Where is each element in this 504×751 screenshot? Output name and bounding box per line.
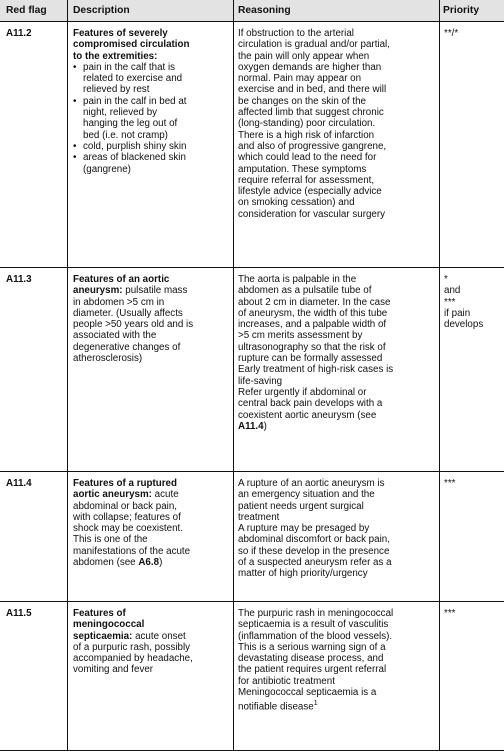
reasoning-line: affected limb that suggest chronic <box>238 107 384 119</box>
description-line: with collapse; features of <box>73 511 181 523</box>
description-line: people >50 years old and is <box>73 319 194 331</box>
reasoning-line: abdominal discomfort or back pain, <box>238 534 390 546</box>
reasoning-line: normal. Pain may appear on <box>238 73 362 85</box>
row-description <box>73 274 231 364</box>
reasoning-line: The aorta is palpable in the <box>238 274 357 285</box>
reasoning-line: for antibiotic treatment <box>238 675 335 687</box>
reasoning-text: notifiable disease <box>238 701 314 713</box>
reasoning-line: matter of high priority/urgency <box>238 568 368 580</box>
reasoning-line: exercise and in bed, and there will <box>238 84 387 96</box>
reasoning-line: the pain will only appear when <box>238 50 370 62</box>
priority-line: and <box>444 285 461 297</box>
reasoning-line: Refer urgently if abdominal or <box>238 386 367 398</box>
column-divider <box>233 0 234 751</box>
reasoning-line: circulation is gradual and/or partial, <box>238 39 390 51</box>
reasoning-line: (long-standing) poor circulation. <box>238 118 376 130</box>
reasoning-line: rupture can be formally assessed <box>238 353 383 365</box>
priority-line: develops <box>444 319 484 331</box>
reasoning-line: patient needs urgent surgical <box>238 500 364 512</box>
reasoning-line: There is a high risk of infarction <box>238 129 375 141</box>
row-description <box>73 28 231 175</box>
description-line: Features of an aortic <box>73 274 170 285</box>
reasoning-line: Early treatment of high-risk cases is <box>238 364 394 376</box>
reasoning-line: This is a serious warning sign of a <box>238 641 386 653</box>
reasoning-line: ultrasonography so that the risk of <box>238 341 386 353</box>
priority-line: *** <box>444 478 456 489</box>
row-flag: A11.2 <box>6 28 32 39</box>
description-line: shock may be coexistent. <box>73 523 183 535</box>
cross-reference: A11.4 <box>238 420 264 432</box>
description-line: manifestations of the acute <box>73 545 191 557</box>
reasoning-line: >5 cm merits assessment by <box>238 330 363 342</box>
bullet-line: relieved by rest <box>83 84 150 96</box>
column-divider <box>67 0 68 751</box>
description-text: acute <box>151 489 179 501</box>
description-line: of a purpuric rash, possibly <box>73 641 191 653</box>
header-reasoning: Reasoning <box>238 5 291 16</box>
reasoning-line: be changes on the skin of the <box>238 95 366 107</box>
priority-line: **/* <box>444 28 459 39</box>
reasoning-line: of aneurysm, the width of this tube <box>238 307 388 319</box>
header-description: Description <box>73 5 130 16</box>
footnote-marker: 1 <box>313 700 318 708</box>
bullet-line: cold, purplish shiny skin <box>83 140 187 152</box>
bullet-item <box>73 62 231 96</box>
description-line: abdominal or back pain, <box>73 500 178 512</box>
priority-line: *** <box>444 296 456 308</box>
reasoning-line: coexistent aortic aneurysm (see <box>238 409 377 421</box>
reasoning-line: so if these develop in the presence <box>238 545 390 557</box>
reasoning-line: life-saving <box>238 375 283 387</box>
bullet-line: pain in the calf in bed at <box>83 95 187 107</box>
description-line: in abdomen >5 cm in <box>73 296 165 308</box>
description-text: ) <box>159 557 163 569</box>
reasoning-line: A rupture of an aortic aneurysm is <box>238 478 385 489</box>
reasoning-line: about 2 cm in diameter. In the case <box>238 296 391 308</box>
bullet-line: (gangrene) <box>83 163 131 175</box>
reasoning-line: of a suspected aneurysm refer as a <box>238 557 392 569</box>
row-divider <box>0 471 504 472</box>
reasoning-line: an emergency situation and the <box>238 489 375 501</box>
row-priority <box>444 28 458 39</box>
row-flag: A11.3 <box>6 274 32 285</box>
reasoning-line: central back pain develops with a <box>238 398 383 410</box>
description-line: degenerative changes of <box>73 341 181 353</box>
description-line: compromised circulation <box>73 39 190 51</box>
row-reasoning <box>238 608 436 713</box>
description-line: vomiting and fever <box>73 664 154 676</box>
description-text: acute onset <box>132 630 186 642</box>
reasoning-line: abdomen as a pulsatile tube of <box>238 285 372 297</box>
description-bold: aneurysm: <box>73 285 123 297</box>
row-reasoning <box>238 28 436 220</box>
reasoning-line: lifestyle advice (especially advice <box>238 186 382 198</box>
priority-line: * <box>444 274 448 285</box>
description-line: This is one of the <box>73 534 148 546</box>
reasoning-line: (inflammation of the blood vessels). <box>238 630 393 642</box>
reasoning-line: devastating disease process, and <box>238 653 384 665</box>
bullet-item <box>73 96 231 141</box>
description-line: Features of <box>73 608 126 619</box>
bullet-dot: • <box>73 61 77 73</box>
bullet-dot: • <box>73 95 77 107</box>
description-line: to the extremities: <box>73 50 158 62</box>
row-description <box>73 608 231 676</box>
bullet-dot: • <box>73 140 77 152</box>
description-line: diameter. (Usually affects <box>73 307 183 319</box>
reasoning-text: ) <box>263 420 267 432</box>
row-flag: A11.4 <box>6 478 32 489</box>
bullet-line: night, relieved by <box>83 107 158 119</box>
reasoning-line: the patient requires urgent referral <box>238 664 387 676</box>
reasoning-line: septicaemia is a result of vasculitis <box>238 619 389 631</box>
priority-line: if pain <box>444 307 471 319</box>
reasoning-line: which could lead to the need for <box>238 152 377 164</box>
reasoning-line: consideration for vascular surgery <box>238 208 386 220</box>
bullet-item <box>73 152 231 175</box>
reasoning-line: increases, and a palpable width of <box>238 319 387 331</box>
cross-reference: A6.8 <box>138 557 160 569</box>
reasoning-line: Meningococcal septicaemia is a <box>238 687 377 699</box>
bullet-line: hanging the leg out of <box>83 118 178 130</box>
description-line: Features of a ruptured <box>73 478 177 489</box>
reasoning-line: require referral for assessment, <box>238 174 375 186</box>
reasoning-line: If obstruction to the arterial <box>238 28 354 39</box>
reasoning-line: and also of progressive gangrene, <box>238 140 387 152</box>
description-bold: aortic aneurysm: <box>73 489 152 501</box>
row-flag: A11.5 <box>6 608 32 619</box>
description-line: Features of severely <box>73 28 168 39</box>
description-text: abdomen (see <box>73 557 139 569</box>
description-text: pulsatile mass <box>122 285 188 297</box>
row-priority <box>444 478 455 489</box>
description-line: meningococcal <box>73 619 145 631</box>
row-reasoning <box>238 478 436 580</box>
row-priority <box>444 608 455 619</box>
bullet-line: pain in the calf that is <box>83 61 176 73</box>
header-red-flag: Red flag <box>6 5 47 16</box>
row-divider <box>0 601 504 602</box>
bullet-item <box>73 141 231 152</box>
bullet-line: related to exercise and <box>83 73 183 85</box>
column-divider <box>439 0 440 751</box>
reasoning-line: on smoking cessation) and <box>238 197 355 209</box>
description-line: accompanied by headache, <box>73 653 193 665</box>
row-priority <box>444 274 483 330</box>
reasoning-line: oxygen demands are higher than <box>238 61 382 73</box>
priority-line: *** <box>444 608 456 619</box>
reasoning-line: A rupture may be presaged by <box>238 523 370 535</box>
row-divider <box>0 267 504 268</box>
bullet-line: areas of blackened skin <box>83 152 186 164</box>
row-description <box>73 478 231 568</box>
reasoning-line: amputation. These symptoms <box>238 163 367 175</box>
bullet-line: bed (i.e. not cramp) <box>83 129 168 141</box>
description-line: associated with the <box>73 330 157 342</box>
table-header <box>0 0 504 22</box>
reasoning-line: treatment <box>238 511 280 523</box>
reasoning-line: The purpuric rash in meningococcal <box>238 608 394 619</box>
header-priority: Priority <box>443 5 480 16</box>
row-reasoning <box>238 274 436 432</box>
bullet-dot: • <box>73 152 77 164</box>
description-line: atherosclerosis) <box>73 353 143 365</box>
description-bold: septicaemia: <box>73 630 133 642</box>
